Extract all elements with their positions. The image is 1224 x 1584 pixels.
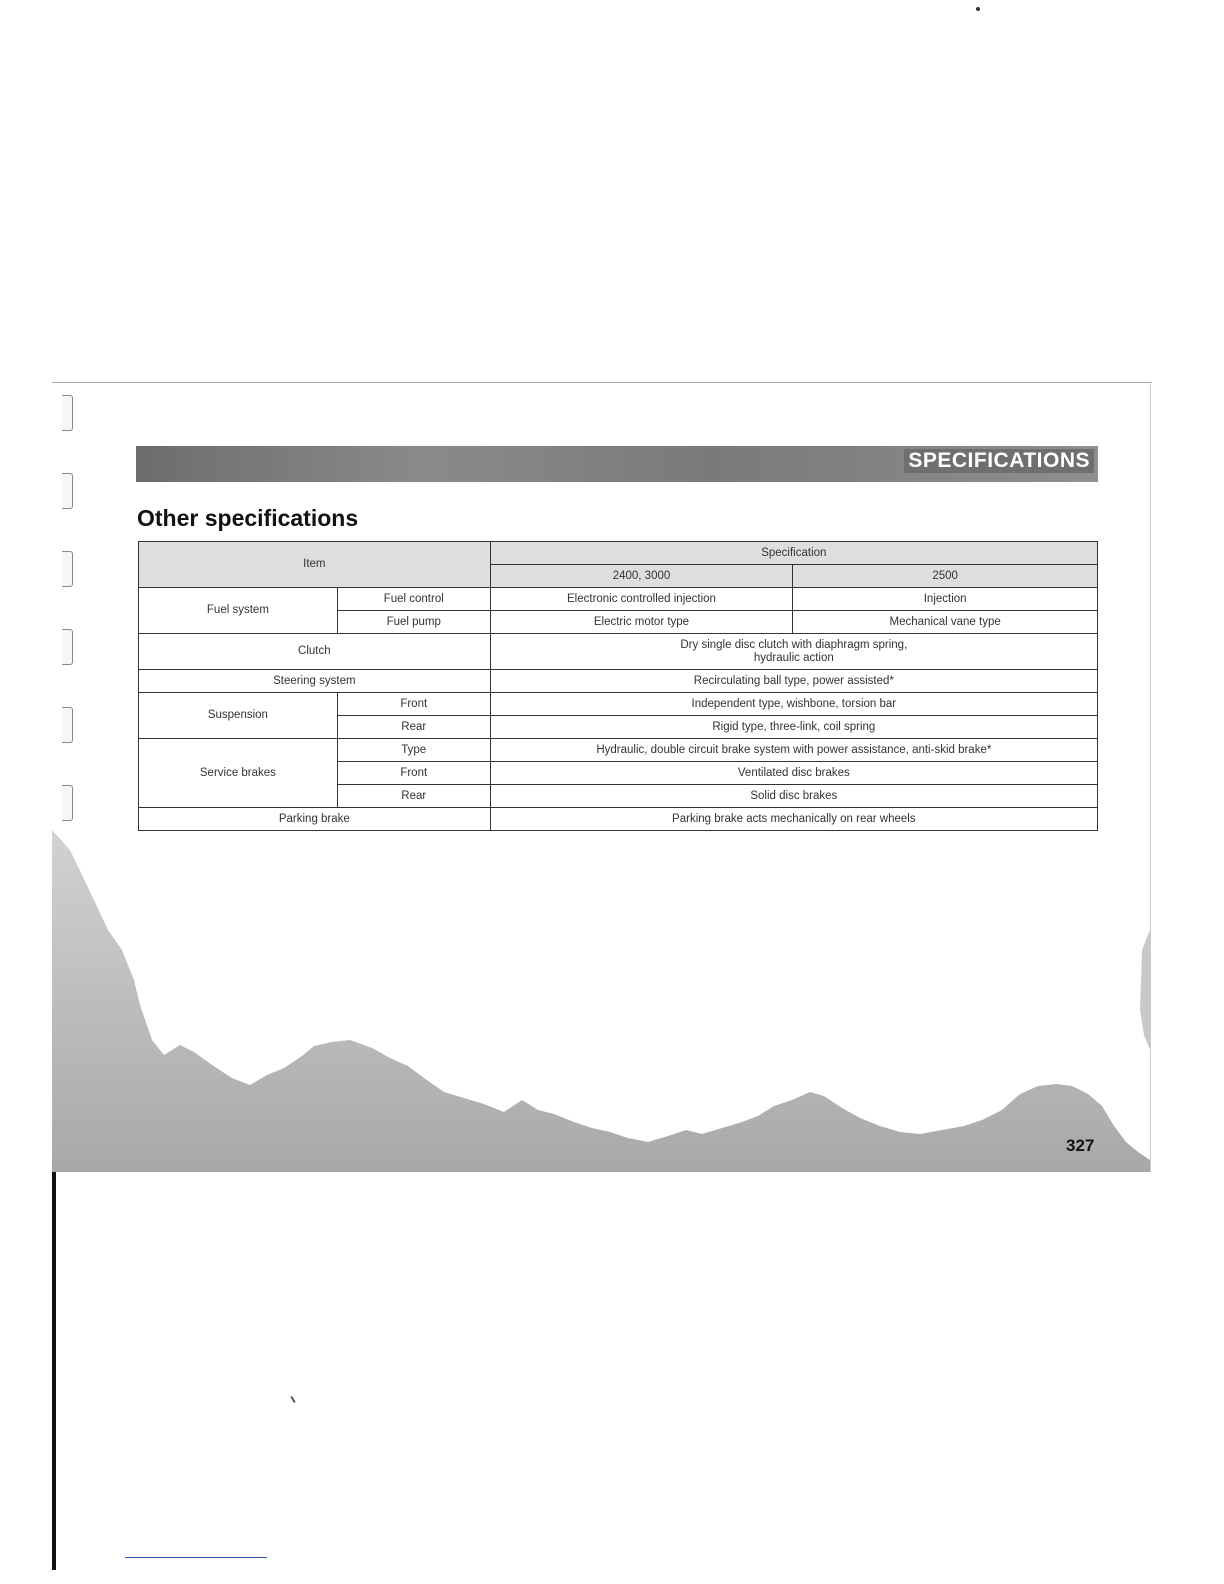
cell-fuel-control-b: Injection	[793, 588, 1098, 611]
binder-hole	[62, 473, 73, 509]
table-row	[139, 634, 1098, 670]
row-clutch: Clutch	[139, 634, 491, 670]
cell-brakes-rear: Solid disc brakes	[490, 785, 1097, 808]
table-row	[139, 693, 1098, 716]
header-item: Item	[139, 542, 491, 588]
header-variant-a: 2400, 3000	[490, 565, 793, 588]
water-damage-stain	[52, 830, 1152, 1175]
scan-dot	[976, 7, 980, 11]
row-brakes-front: Front	[337, 762, 490, 785]
cell-suspension-rear: Rigid type, three-link, coil spring	[490, 716, 1097, 739]
cell-clutch-line1: Dry single disc clutch with diaphragm spring,	[680, 638, 908, 651]
cell-clutch-line2: hydraulic action	[753, 651, 834, 664]
row-fuel-system: Fuel system	[139, 588, 338, 634]
row-brakes-rear: Rear	[337, 785, 490, 808]
table-row	[139, 739, 1098, 762]
table-row	[139, 670, 1098, 693]
page-heading: Other specifications	[137, 505, 359, 531]
section-title: SPECIFICATIONS	[904, 449, 1094, 473]
row-suspension: Suspension	[139, 693, 338, 739]
binder-hole	[62, 395, 73, 431]
cell-fuel-pump-b: Mechanical vane type	[793, 611, 1098, 634]
table-header-row	[139, 542, 1098, 565]
page-number: 327	[1066, 1136, 1095, 1155]
cell-suspension-front: Independent type, wishbone, torsion bar	[490, 693, 1097, 716]
row-fuel-pump: Fuel pump	[337, 611, 490, 634]
row-brakes-type: Type	[337, 739, 490, 762]
table-row	[139, 588, 1098, 611]
cell-brakes-type: Hydraulic, double circuit brake system with power assistance, anti-skid brake*	[490, 739, 1097, 762]
table-row	[139, 808, 1098, 831]
footnote-rule	[125, 1557, 267, 1558]
scan-mark	[290, 1396, 295, 1403]
cell-steering: Recirculating ball type, power assisted*	[490, 670, 1097, 693]
row-suspension-rear: Rear	[337, 716, 490, 739]
cell-clutch	[490, 634, 1097, 670]
cell-fuel-pump-a: Electric motor type	[490, 611, 793, 634]
row-fuel-control: Fuel control	[337, 588, 490, 611]
binder-hole	[62, 785, 73, 821]
header-variant-b: 2500	[793, 565, 1098, 588]
row-suspension-front: Front	[337, 693, 490, 716]
row-steering: Steering system	[139, 670, 491, 693]
scan-left-edge	[52, 1150, 56, 1570]
row-service-brakes: Service brakes	[139, 739, 338, 808]
binder-hole	[62, 629, 73, 665]
binder-hole	[62, 707, 73, 743]
cell-parking-brake: Parking brake acts mechanically on rear wheels	[490, 808, 1097, 831]
cell-fuel-control-a: Electronic controlled injection	[490, 588, 793, 611]
section-header-band	[136, 446, 1098, 482]
row-parking-brake: Parking brake	[139, 808, 491, 831]
binder-hole	[62, 551, 73, 587]
scan-top-edge	[52, 382, 1152, 383]
cell-brakes-front: Ventilated disc brakes	[490, 762, 1097, 785]
specifications-table	[138, 541, 1098, 831]
header-specification: Specification	[490, 542, 1097, 565]
